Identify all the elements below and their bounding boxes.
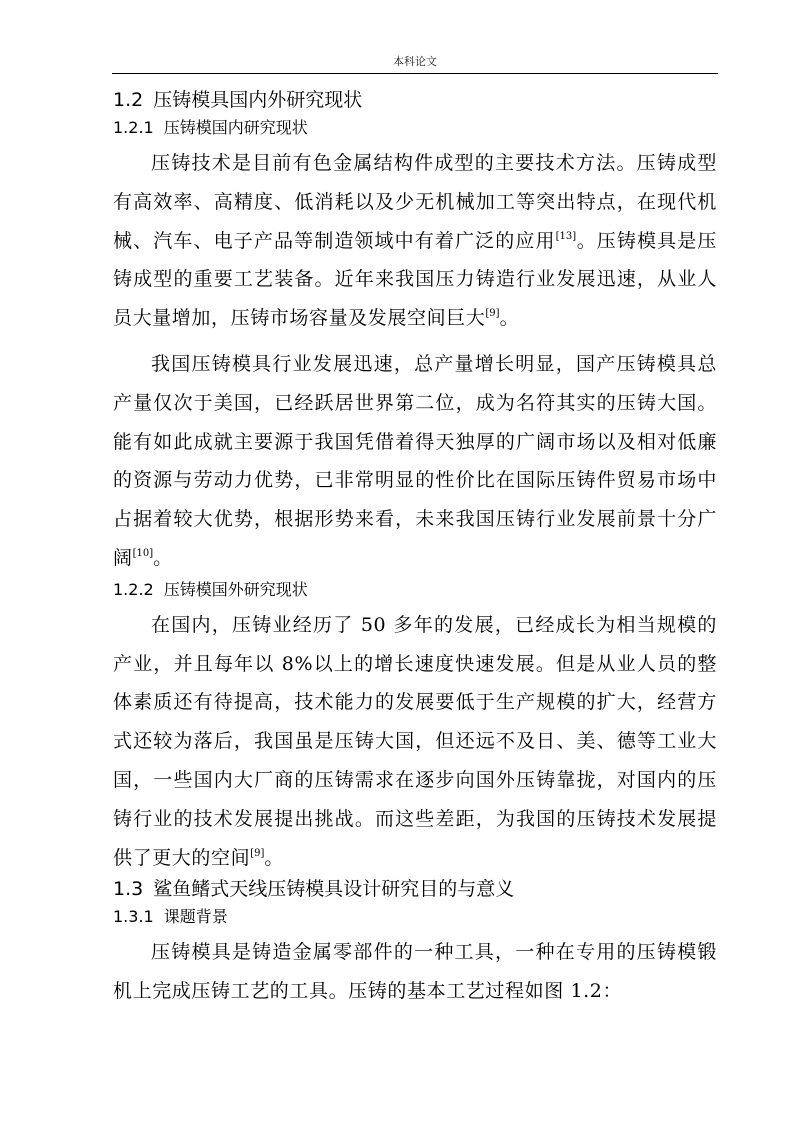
paragraph-text: 。 [499, 307, 520, 330]
subsection-heading-1-2-2 [113, 578, 717, 602]
paragraph-text: 。压铸模具是压铸成型的重要工艺装备。近年来我国压力铸造行业发展迅速，从业人员大量增加，压铸市场容量及发展空间巨大 [113, 229, 718, 330]
subsection-number: 1.2.1 [113, 118, 154, 137]
section-heading-1-3 [113, 877, 717, 901]
page-header: 本科论文 [393, 55, 437, 68]
paragraph-domestic-research-2 [113, 345, 717, 578]
section-title: 鲨鱼鳍式天线压铸模具设计研究目的与意义 [153, 878, 515, 901]
section-title: 压铸模具国内外研究现状 [153, 89, 363, 111]
citation-ref: [9] [250, 847, 265, 859]
subsection-number: 1.3.1 [113, 907, 154, 927]
paragraph-text: 。 [264, 846, 284, 869]
section-number: 1.2 [113, 89, 144, 111]
subsection-heading-1-3-1 [113, 905, 717, 929]
subsection-title: 课题背景 [163, 907, 228, 927]
paragraph-text: 压铸模具是铸造金属零部件的一种工具，一种在专用的压铸模锻机上完成压铸工艺的工具。压铸的基本工艺过程如图 1.2： [113, 941, 717, 1003]
paragraph-text: 我国压铸模具行业发展迅速，总产量增长明显，国产压铸模具总产量仅次于美国，已经跃居世界第二位，成为名符其实的压铸大国。能有如此成就主要源于我国凭借着得天独厚的广阔市场以及相对低廉的资源与劳动力优势，已非常明显的性价比在国际压铸件贸易市场中占据着较大优势，根据形势来看，未来我国压铸行业发展前景十分广阔 [113, 352, 717, 569]
header-rule [112, 73, 718, 74]
paragraph-domestic-research-1 [113, 144, 717, 338]
document-body [113, 88, 717, 1011]
citation-ref: [13] [555, 230, 577, 242]
paragraph-background [113, 933, 717, 1011]
subsection-title: 压铸模国外研究现状 [163, 579, 308, 599]
paragraph-foreign-research [113, 606, 717, 878]
citation-ref: [9] [485, 308, 500, 320]
section-heading-1-2 [113, 88, 717, 112]
citation-ref: [10] [132, 547, 154, 559]
paragraph-text: 在国内，压铸业经历了 50 多年的发展，已经成长为相当规模的产业，并且每年以 8%以上的增长速度快速发展。但是从业人员的整体素质还有待提高，技术能力的发展要低于生产规模的扩大，经营方式还较为落后，我国虽是压铸大国，但还远不及日、美、德等工业大国，一些国内大厂商的压铸需求在逐步向国外压铸靠拢，对国内的压铸行业的技术发展提出挑战。而这些差距，为我国的压铸技术发展提供了更大的空间 [113, 613, 717, 869]
subsection-heading-1-2-1 [113, 116, 717, 140]
paragraph-text: 。 [153, 546, 173, 569]
section-number: 1.3 [113, 878, 144, 901]
subsection-number: 1.2.2 [113, 579, 154, 599]
paragraph-text: 压铸技术是目前有色金属结构件成型的主要技术方法。压铸成型有高效率、高精度、低消耗以及少无机械加工等突出特点，在现代机械、汽车、电子产品等制造领域中有着广泛的应用 [113, 152, 717, 252]
subsection-title: 压铸模国内研究现状 [163, 118, 308, 137]
